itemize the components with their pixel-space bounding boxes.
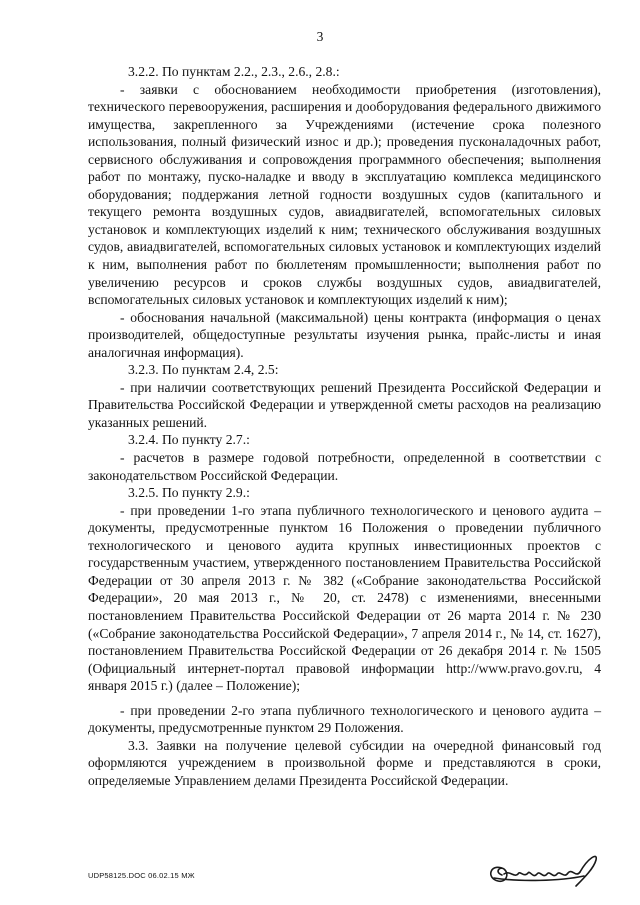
paragraph-7: 3.2.5. По пункту 2.9.: <box>128 485 250 501</box>
paragraph-3: 3.2.3. По пунктам 2.4, 2.5: <box>128 362 279 378</box>
page-number: 3 <box>316 29 324 44</box>
paragraph-1: - заявки с обоснованием необходимости приобретения (изготовления), технического перевооружения, расширения и дооборудования федерального движимого имущества, закрепленного за Учреждениями (истечение срока полезного использования, полный физический износ и др.); проведения пусконаладочных работ, сервисного обслуживания и сопровождения программного обеспечения; выполнения работ по монтажу, пуско-наладке и вводу в эксплуатацию комплекса медицинского оборудования; поддержания летной годности воздушных судов (капитального и текущего ремонта воздушных судов, авиадвигателей, вспомогательных силовых установок и комплектующих изделий к ним; технического обслуживания воздушных судов, авиадвигателей, вспомогательных силовых установок и комплектующих изделий к ним, выполнения работ по бюллетеням промышленности; выполнения работ по увеличению ресурсов и сроков службы воздушных судов, авиадвигателей, вспомогательных силовых установок и комплектующих изделий к ним); <box>88 81 601 308</box>
paragraph-2: - обоснования начальной (максимальной) цены контракта (информация о ценах производителей, общедоступные результаты изучения рынка, прайс-листы и иная аналогичная информация). <box>88 309 601 360</box>
paragraph-6: - расчетов в размере годовой потребности, определенной в соответствии с законодательством Российской Федерации. <box>88 450 601 483</box>
paragraph-4: - при наличии соответствующих решений Президента Российской Федерации и Правительства Российской Федерации и утвержденной сметы расходов на реализацию указанных решений. <box>88 379 601 430</box>
paragraph-0: 3.2.2. По пунктам 2.2., 2.3., 2.6., 2.8.: <box>128 64 340 79</box>
paragraph-8: - при проведении 1-го этапа публичного технологического и ценового аудита – документы, предусмотренные пунктом 16 Положения о проведении публичного технологического и ценового аудита крупных инвестиционных проектов с государственным участием, утвержденного постановлением Правительства Российской Федерации от 30 апреля 2013 г. № 382 («Собрание законодательства Российской Федерации», 20 мая 2013 г., № 20, ст. 2478) с изменениями, внесенными постановлением Правительства Российской Федерации от 26 марта 2014 г. № 230 («Собрание законодательства Российской Федерации», 7 апреля 2014 г., № 14, ст. 1627), постановлением Правительства Российской Федерации от 26 декабря 2014 г. № 1505 (Официальный интернет-портал правовой информации http://www.pravo.gov.ru, 4 января 2015 г.) (далее – Положение); <box>88 502 601 694</box>
document-body <box>88 63 601 789</box>
paragraph-9: - при проведении 2-го этапа публичного технологического и ценового аудита – документы, предусмотренные пунктом 29 Положения. <box>88 702 601 736</box>
signature-icon <box>480 848 610 890</box>
paragraph-10: 3.3. Заявки на получение целевой субсидии на очередной финансовый год оформляются учреждением в произвольной форме и представляются в сроки, определяемые Управлением делами Президента Российской Федерации. <box>88 737 601 788</box>
footer-file-code: UDP58125.DOC 06.02.15 МЖ <box>88 871 195 880</box>
paragraph-gap <box>88 695 601 702</box>
paragraph-5: 3.2.4. По пункту 2.7.: <box>128 432 250 448</box>
